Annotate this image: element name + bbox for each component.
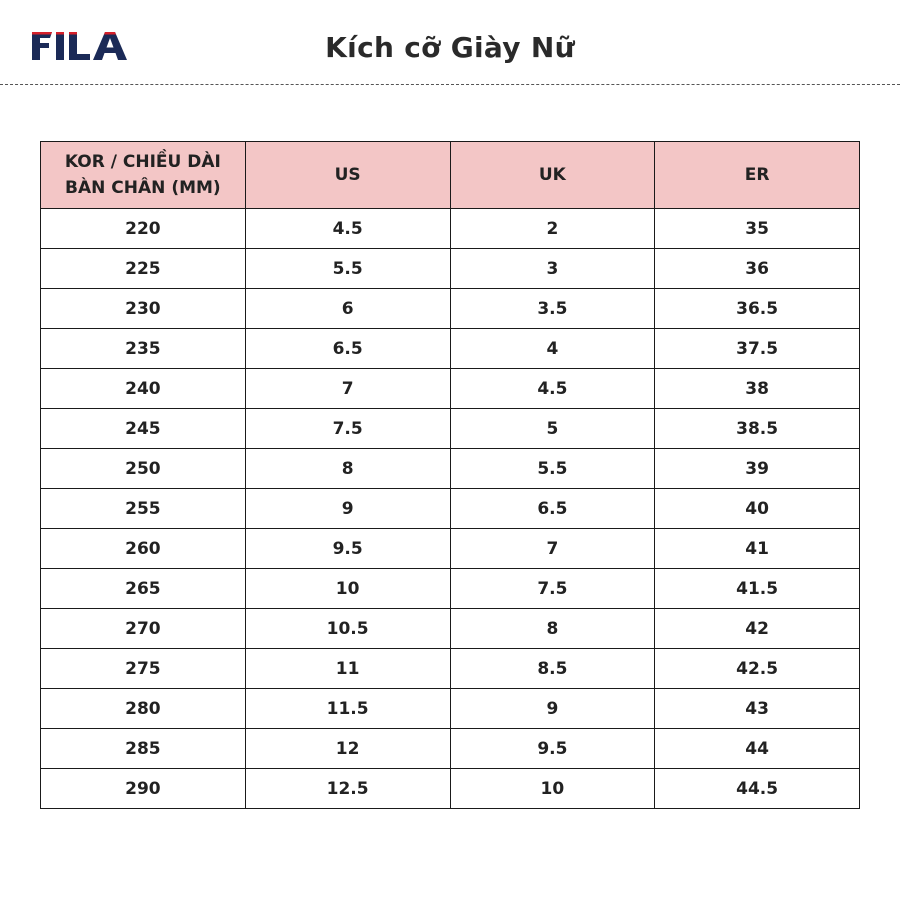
table-cell-er: 42.5 — [655, 649, 860, 689]
table-row — [41, 689, 860, 729]
table-cell-er: 37.5 — [655, 329, 860, 369]
table-row — [41, 289, 860, 329]
table-row — [41, 249, 860, 289]
table-cell-er: 44 — [655, 729, 860, 769]
table-cell-kor: 260 — [41, 529, 246, 569]
table-row — [41, 449, 860, 489]
page-title: Kích cỡ Giày Nữ — [325, 31, 575, 64]
table-cell-uk: 8.5 — [450, 649, 655, 689]
table-cell-kor: 275 — [41, 649, 246, 689]
table-cell-us: 10 — [245, 569, 450, 609]
column-header-kor — [41, 142, 246, 209]
table-cell-er: 38 — [655, 369, 860, 409]
table-cell-uk: 3 — [450, 249, 655, 289]
table-cell-uk: 5 — [450, 409, 655, 449]
table-cell-us: 6 — [245, 289, 450, 329]
table-row — [41, 369, 860, 409]
table-row — [41, 609, 860, 649]
table-cell-er: 41 — [655, 529, 860, 569]
table-cell-kor: 285 — [41, 729, 246, 769]
table-cell-er: 41.5 — [655, 569, 860, 609]
table-row — [41, 729, 860, 769]
table-cell-er: 39 — [655, 449, 860, 489]
table-cell-us: 10.5 — [245, 609, 450, 649]
table-row — [41, 529, 860, 569]
table-cell-er: 42 — [655, 609, 860, 649]
table-cell-us: 4.5 — [245, 209, 450, 249]
table-cell-uk: 2 — [450, 209, 655, 249]
table-cell-us: 11.5 — [245, 689, 450, 729]
table-cell-uk: 9 — [450, 689, 655, 729]
table-row — [41, 569, 860, 609]
table-body — [41, 209, 860, 809]
table-cell-kor: 265 — [41, 569, 246, 609]
table-cell-uk: 6.5 — [450, 489, 655, 529]
table-cell-kor: 290 — [41, 769, 246, 809]
table-cell-kor: 280 — [41, 689, 246, 729]
table-row — [41, 649, 860, 689]
table-cell-uk: 7 — [450, 529, 655, 569]
table-cell-us: 11 — [245, 649, 450, 689]
table-cell-us: 5.5 — [245, 249, 450, 289]
table-cell-us: 12.5 — [245, 769, 450, 809]
size-chart-table — [40, 141, 860, 809]
table-cell-kor: 225 — [41, 249, 246, 289]
table-cell-er: 38.5 — [655, 409, 860, 449]
table-cell-kor: 270 — [41, 609, 246, 649]
table-cell-uk: 7.5 — [450, 569, 655, 609]
table-cell-er: 36.5 — [655, 289, 860, 329]
column-header-uk: UK — [450, 142, 655, 209]
table-cell-us: 9 — [245, 489, 450, 529]
table-header-row — [41, 142, 860, 209]
table-cell-uk: 8 — [450, 609, 655, 649]
table-cell-us: 7 — [245, 369, 450, 409]
table-cell-uk: 10 — [450, 769, 655, 809]
table-cell-er: 40 — [655, 489, 860, 529]
table-cell-kor: 250 — [41, 449, 246, 489]
table-cell-kor: 240 — [41, 369, 246, 409]
table-cell-us: 12 — [245, 729, 450, 769]
table-cell-er: 43 — [655, 689, 860, 729]
column-header-us: US — [245, 142, 450, 209]
table-cell-uk: 3.5 — [450, 289, 655, 329]
table-cell-er: 35 — [655, 209, 860, 249]
table-cell-uk: 5.5 — [450, 449, 655, 489]
dashed-divider — [0, 84, 900, 85]
table-row — [41, 409, 860, 449]
table-row — [41, 489, 860, 529]
table-cell-kor: 255 — [41, 489, 246, 529]
column-header-kor-label: KOR / CHIỀU DÀI BÀN CHÂN (MM) — [64, 152, 221, 198]
table-cell-uk: 4.5 — [450, 369, 655, 409]
table-cell-kor: 220 — [41, 209, 246, 249]
table-row — [41, 209, 860, 249]
table-cell-uk: 4 — [450, 329, 655, 369]
table-cell-er: 36 — [655, 249, 860, 289]
table-cell-us: 8 — [245, 449, 450, 489]
table-cell-kor: 235 — [41, 329, 246, 369]
table-cell-us: 7.5 — [245, 409, 450, 449]
table-cell-uk: 9.5 — [450, 729, 655, 769]
table-row — [41, 329, 860, 369]
column-header-er: ER — [655, 142, 860, 209]
table-cell-er: 44.5 — [655, 769, 860, 809]
table-row — [41, 769, 860, 809]
table-cell-kor: 230 — [41, 289, 246, 329]
table-cell-us: 6.5 — [245, 329, 450, 369]
table-cell-us: 9.5 — [245, 529, 450, 569]
table-cell-kor: 245 — [41, 409, 246, 449]
